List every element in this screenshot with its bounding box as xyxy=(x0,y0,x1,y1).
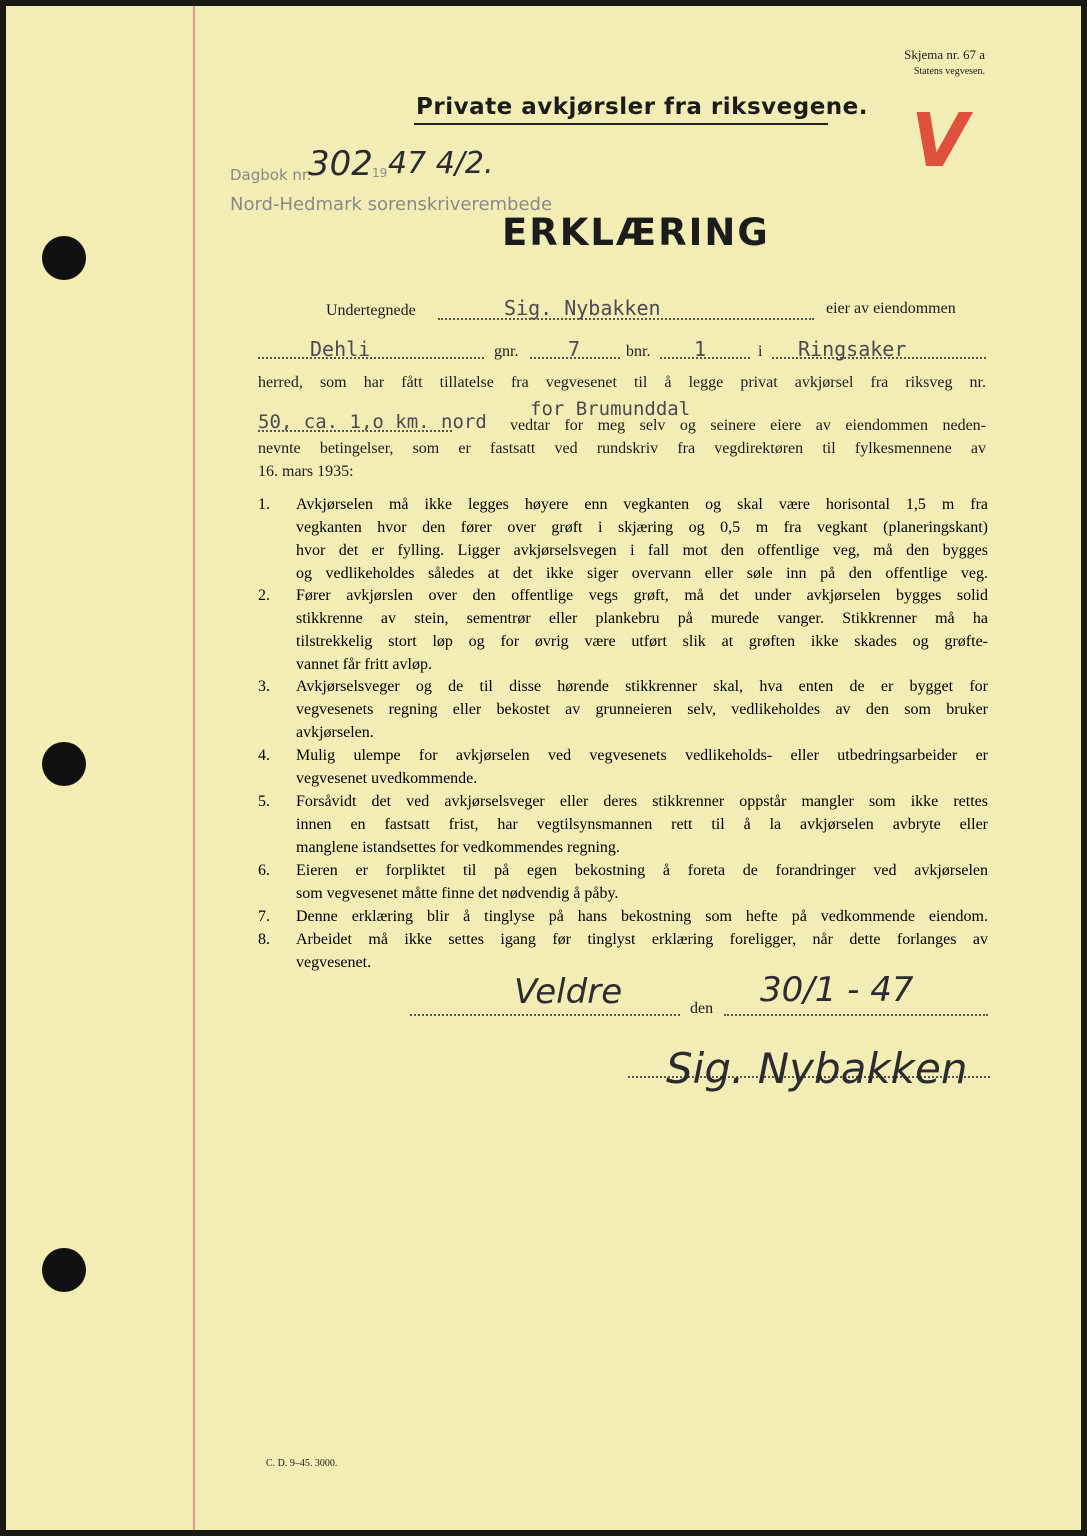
condition-line: Arbeidet må ikke settes igang før tinglyst erklæring foreligger, når dette forlanges av xyxy=(296,931,988,948)
gnr-value: 7 xyxy=(568,337,581,361)
condition-line: Eieren er forpliktet til på egen bekostning å foreta de forandringer ved avkjørselen xyxy=(296,862,988,879)
road-addition: for Brumunddal xyxy=(530,398,691,420)
condition-line: vannet får fritt avløp. xyxy=(296,656,432,673)
condition-line: Avkjørselsveger og de til disse hørende stikkrenner skal, hva enten de er bygget for xyxy=(296,678,988,695)
condition-line: stikkrenne av stein, sementrør eller plankebru på murede vanger. Stikkrenner må ha xyxy=(296,610,988,627)
condition-3 xyxy=(258,675,988,744)
condition-4 xyxy=(258,744,988,790)
property-value: Dehli xyxy=(310,337,371,361)
condition-number: 4. xyxy=(258,747,270,764)
condition-line: og vedlikeholdes således at det ikke siger overvann eller søle inn på den offentlige veg. xyxy=(296,565,988,582)
schema-number: Skjema nr. 67 a xyxy=(904,47,985,62)
place-dotline xyxy=(410,1014,680,1016)
i-label: i xyxy=(758,343,763,360)
punch-hole-top xyxy=(42,236,86,280)
condition-line: som vegvesenet måtte finne det nødvendig å påby. xyxy=(296,885,619,902)
condition-6 xyxy=(258,859,988,905)
condition-line: vegvesenet uvedkommende. xyxy=(296,770,478,787)
condition-line: avkjørselen. xyxy=(296,724,374,741)
condition-2 xyxy=(258,584,988,676)
condition-1 xyxy=(258,493,988,585)
condition-line: Denne erklæring blir å tinglyse på hans bekostning som hefte på vedkommende eiendom. xyxy=(296,908,988,925)
road-value: 50, ca. 1,o km. nord xyxy=(258,411,487,433)
condition-number: 5. xyxy=(258,793,270,810)
condition-7 xyxy=(258,905,988,928)
condition-line: Fører avkjørslen over den offentlige vegs grøft, må det under avkjørselen bygges solid xyxy=(296,587,988,604)
undersigned-value: Sig. Nybakken xyxy=(504,296,661,320)
signing-date: 30/1 - 47 xyxy=(760,970,914,1010)
document-page xyxy=(6,6,1081,1530)
footer-code: C. D. 9–45. 3000. xyxy=(266,1458,338,1469)
condition-line: Mulig ulempe for avkjørselen ved vegvesenets vedlikeholds- eller utbedringsarbeider er xyxy=(296,747,988,764)
margin-line xyxy=(193,6,195,1530)
condition-line: Forsåvidt det ved avkjørselsveger eller deres stikkrenner oppstår mangler som ikke rettes xyxy=(296,793,988,810)
document-title: ERKLÆRING xyxy=(502,211,770,254)
date-dotline xyxy=(724,1014,988,1016)
bnr-value: 1 xyxy=(694,337,707,361)
municipality-value: Ringsaker xyxy=(798,337,907,361)
property-dotline xyxy=(258,357,484,359)
gnr-label: gnr. xyxy=(494,343,519,360)
punch-hole-middle xyxy=(42,742,86,786)
intro-line-4: 16. mars 1935: xyxy=(258,463,354,480)
office-stamp: Nord-Hedmark sorenskriverembede xyxy=(230,194,553,215)
signing-place: Veldre xyxy=(514,972,623,1012)
condition-line: hvor det er fylling. Ligger avkjørselsvegen i fall mot den offentlige veg, må den bygges xyxy=(296,542,988,559)
intro-line-3: nevnte betingelser, som er fastsatt ved rundskriv fra vegdirektøren til fylkesmennene av xyxy=(258,440,986,457)
punch-hole-bottom xyxy=(42,1248,86,1292)
condition-number: 6. xyxy=(258,862,270,879)
form-heading: Private avkjørsler fra riksvegene. xyxy=(416,94,869,120)
form-number xyxy=(904,46,985,80)
condition-5 xyxy=(258,790,988,859)
condition-line: manglene istandsettes for vedkommendes regning. xyxy=(296,839,620,856)
condition-number: 8. xyxy=(258,931,270,948)
condition-line: tilstrekkelig stort løp og for øvrig være utført slik at grøften ikke skades og grøfte- xyxy=(296,633,988,650)
issuer: Statens vegvesen. xyxy=(913,66,985,77)
condition-line: innen en fastsatt frist, har vegtilsynsmannen rett til å la avkjørselen avbryte eller xyxy=(296,816,988,833)
check-mark: V xyxy=(911,98,969,184)
condition-number: 3. xyxy=(258,678,270,695)
journal-year-prefix: 19 xyxy=(372,166,388,180)
condition-number: 2. xyxy=(258,587,270,604)
heading-underline xyxy=(414,123,828,125)
den-label: den xyxy=(690,1000,714,1017)
condition-line: vegvesenet. xyxy=(296,954,372,971)
condition-line: Avkjørselen må ikke legges høyere enn vegkanten og skal være horisontal 1,5 m fra xyxy=(296,496,988,513)
condition-line: vegvesenets regning eller bekostet av grunneieren selv, vedlikeholdes av den som bruker xyxy=(296,701,988,718)
journal-stamp-label: Dagbok nr. xyxy=(230,166,312,184)
signature: Sig. Nybakken xyxy=(666,1044,968,1093)
condition-8 xyxy=(258,928,988,974)
undersigned-label: Undertegnede xyxy=(326,302,416,319)
condition-number: 7. xyxy=(258,908,270,925)
intro-line-2: vedtar for meg selv og seinere eiere av eiendommen neden- xyxy=(510,417,986,434)
owner-label: eier av eiendommen xyxy=(826,300,956,317)
condition-number: 1. xyxy=(258,496,270,513)
journal-number: 302 xyxy=(308,144,373,184)
journal-date: 47 4/2. xyxy=(388,146,494,181)
condition-line: vegkanten hvor den fører over grøft i skjæring og 0,5 m fra vegkant (planeringskant) xyxy=(296,519,988,536)
bnr-label: bnr. xyxy=(626,343,651,360)
intro-line-1: herred, som har fått tillatelse fra vegvesenet til å legge privat avkjørsel fra riksveg nr. xyxy=(258,374,986,391)
